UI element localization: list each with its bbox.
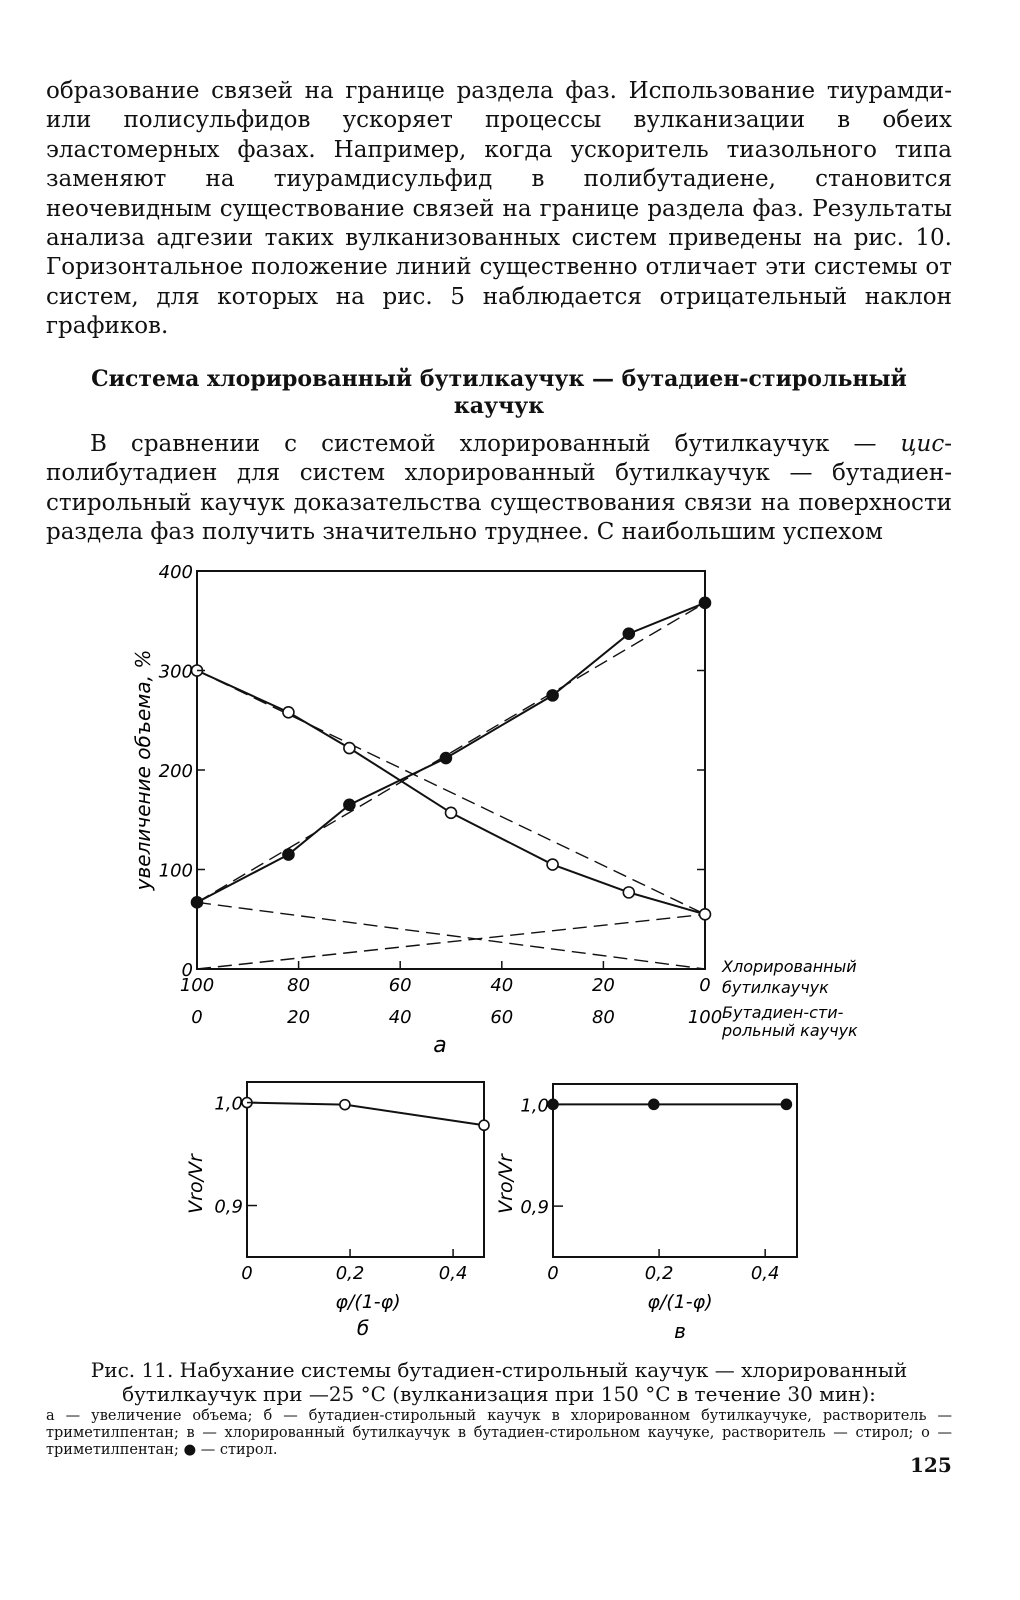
x-tick-label-row2: 100 — [687, 1007, 723, 1028]
x-tick-label-row2: 60 — [490, 1007, 514, 1028]
paragraph-2-part-2: -полибутадиен для систем хлорированный бутилкаучук — бутадиен-стирольный каучук доказательства существования связи на поверхности раздела фаз получить значительно труднее. С наибольшим успехом — [46, 431, 952, 546]
panel-c-x-tick-label: 0,4 — [750, 1263, 780, 1284]
panel-c-data-point-filled — [649, 1099, 659, 1109]
panel-b-x-tick-label: 0,4 — [438, 1263, 468, 1284]
x-tick-label-row2: 80 — [591, 1007, 615, 1028]
y-tick-label: 100 — [158, 860, 193, 882]
panel-label-a: а — [433, 1033, 447, 1058]
x-tick-label-row1: 100 — [179, 975, 215, 996]
panel-c-x-tick-label: 0 — [547, 1263, 559, 1284]
panel-b-x-tick-label: 0,2 — [335, 1263, 365, 1284]
panel-c-x-label: φ/(1-φ) — [647, 1291, 713, 1313]
panel-c-data-point-filled — [781, 1099, 791, 1109]
x-tick-label-row2: 20 — [287, 1007, 311, 1028]
y-tick-label: 400 — [158, 562, 193, 583]
panel-c-x-tick-label: 0,2 — [644, 1263, 674, 1284]
x-tick-label-row2: 40 — [388, 1007, 412, 1028]
y-tick-label: 300 — [158, 661, 193, 683]
x-row1-label-line2: бутилкаучук — [722, 978, 829, 997]
x-tick-label-row1: 0 — [699, 975, 711, 996]
panel-c-y-tick-label: 0,9 — [520, 1197, 549, 1219]
panel-b-x-tick-label: 0 — [241, 1263, 253, 1284]
paragraph-2-part-1: В сравнении с системой хлорированный бутилкаучук — — [90, 431, 901, 457]
panel-b-y-tick-label: 0,9 — [214, 1196, 243, 1218]
figure-caption — [46, 1358, 952, 1459]
x-row2-label-line2: рольный каучук — [722, 1021, 858, 1040]
x-tick-label-row2: 0 — [191, 1007, 203, 1028]
paragraph-2-italic: цис — [900, 431, 945, 457]
x-tick-label-row1: 60 — [388, 975, 412, 996]
y-tick-label: 200 — [158, 761, 193, 782]
panel-b-x-label: φ/(1-φ) — [335, 1291, 401, 1313]
y-tick-label: 0 — [181, 960, 193, 981]
panel-c-y-label: Vro/Vr — [495, 1154, 517, 1214]
panel-label-c: в — [674, 1319, 686, 1343]
x-tick-label-row1: 20 — [591, 975, 615, 996]
panel-b-y-label: Vro/Vr — [185, 1154, 207, 1214]
page-number: 125 — [910, 1453, 952, 1477]
x-tick-label-row1: 40 — [490, 975, 514, 996]
panel-c-plot-frame — [553, 1084, 797, 1257]
paragraph-1: образование связей на границе раздела фаз. Использование тиурамди- или полисульфидов ускоряет процессы вулканизации в обеих эластомерных фазах. Например, когда ускоритель тиазольного типа заменяют на тиурамдисульфид в полибутадиене, становится неочевидным существование связей на границе раздела фаз. Результаты анализа адгезии таких вулканизованных систем приведены на рис. 10. Горизонтальное положение линий существенно отличает эти системы от систем, для которых на рис. 5 наблюдается отрицательный наклон графиков. — [46, 78, 952, 340]
panel-c-y-tick-label: 1,0 — [520, 1095, 549, 1117]
x-tick-label-row1: 80 — [287, 975, 311, 996]
caption-detail: а — увеличение объема; б — бутадиен-стирольный каучук в хлорированном бутилкаучуке, растворитель — триметилпентан; в — хлорированный бутилкаучук в бутадиен-стирольном каучуке, растворитель — стирол; о — триметилпентан; ● — стирол. — [46, 1408, 952, 1458]
section-heading: Система хлорированный бутилкаучук — бутадиен-стирольный каучук — [91, 366, 907, 419]
caption-main: Рис. 11. Набухание системы бутадиен-стирольный каучук — хлорированный бутилкаучук при —25 °С (вулканизация при 150 °С в течение 30 мин): — [90, 1358, 908, 1406]
panel-label-b: б — [356, 1316, 370, 1340]
y-axis-label: увеличение объема, % — [131, 649, 155, 891]
x-row1-label-line1: Хлорированный — [722, 957, 857, 976]
x-row2-label-line1: Бутадиен-сти- — [722, 1003, 844, 1022]
panel-b-y-tick-label: 1,0 — [214, 1093, 243, 1115]
